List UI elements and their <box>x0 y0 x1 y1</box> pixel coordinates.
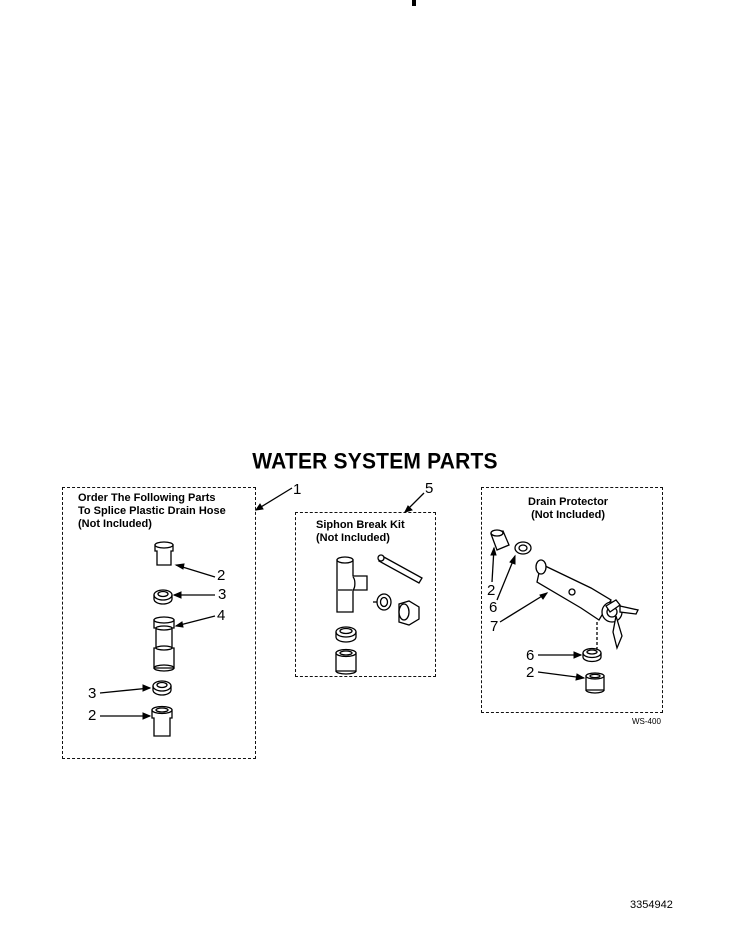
callout-5: 5 <box>425 480 434 497</box>
drain-title-line-2: (Not Included) <box>531 509 605 521</box>
splice-callout-3-top: 3 <box>218 586 227 603</box>
splice-connector <box>154 617 174 671</box>
drain-callout-2-bottom: 2 <box>526 664 535 681</box>
page-title: WATER SYSTEM PARTS <box>252 449 498 474</box>
splice-clamp-top <box>154 590 172 604</box>
drain-callout-6-top: 6 <box>489 599 498 616</box>
siphon-title-line-2: (Not Included) <box>316 532 390 544</box>
drain-title-line-1: Drain Protector <box>528 496 609 508</box>
splice-callout-2-top: 2 <box>217 567 226 584</box>
splice-coupling-bottom <box>152 707 172 737</box>
splice-title-line-1: Order The Following Parts <box>78 492 216 504</box>
siphon-tee-fitting <box>337 557 367 612</box>
splice-coupling-top <box>155 542 173 565</box>
callout-1: 1 <box>293 481 302 498</box>
drain-clamp-bottom <box>583 649 601 662</box>
page-number: 3354942 <box>630 899 673 911</box>
leader-1-arrow <box>256 504 263 510</box>
siphon-nut <box>399 601 419 625</box>
siphon-title-line-1: Siphon Break Kit <box>316 519 405 531</box>
siphon-rod <box>378 555 422 583</box>
splice-title-line-3: (Not Included) <box>78 518 152 530</box>
siphon-ring <box>373 594 391 610</box>
splice-clamp-bottom <box>153 681 171 695</box>
splice-callout-3-bottom: 3 <box>88 685 97 702</box>
siphon-coupling <box>336 650 356 675</box>
leader-drain-7 <box>500 593 547 622</box>
drain-callout-6-bottom: 6 <box>526 647 535 664</box>
drain-clamp-top <box>515 542 531 554</box>
diagram-code: WS-400 <box>632 717 661 726</box>
splice-title-line-2: To Splice Plastic Drain Hose <box>78 505 226 517</box>
drain-coupling-bottom <box>586 673 604 693</box>
drain-coupling-top <box>491 530 509 550</box>
splice-callout-4: 4 <box>217 607 226 624</box>
splice-callout-2-bottom: 2 <box>88 707 97 724</box>
drain-protector-body <box>536 560 638 654</box>
drain-callout-2-top: 2 <box>487 582 496 599</box>
drain-callout-7: 7 <box>490 618 499 635</box>
siphon-clamp <box>336 627 356 642</box>
